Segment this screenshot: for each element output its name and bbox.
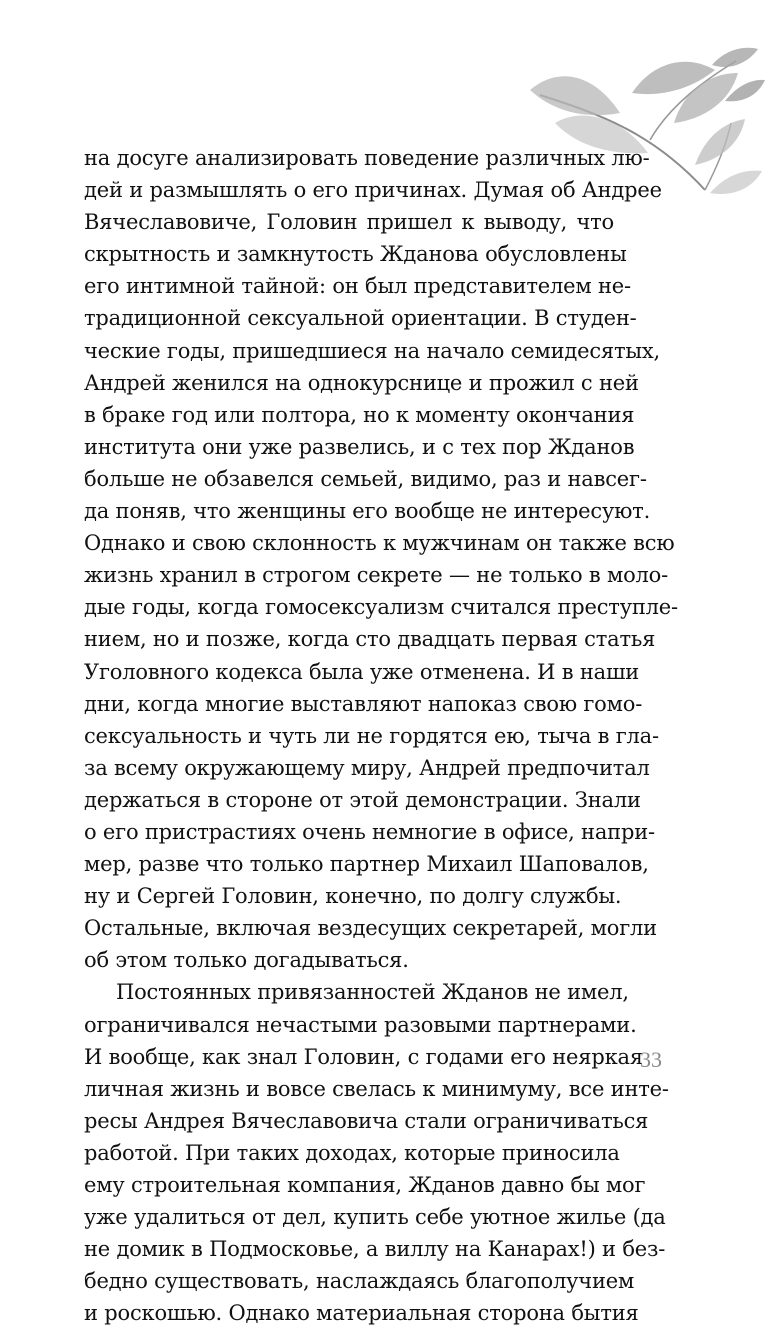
text-line: института они уже развелись, и с тех пор Жданов bbox=[84, 434, 635, 459]
text-line: жизнь хранил в строгом секрете — не только в моло- bbox=[84, 563, 669, 588]
text-line: ну и Сергей Головин, конечно, по долгу службы. bbox=[84, 884, 622, 909]
text-line: мер, разве что только партнер Михаил Шаповалов, bbox=[84, 852, 649, 877]
text-line: за всему окружающему миру, Андрей предпочитал bbox=[84, 755, 650, 780]
text-line: скрытность и замкнутость Жданова обусловлены bbox=[84, 242, 627, 267]
text-line: дни, когда многие выставляют напоказ свою гомо- bbox=[84, 691, 643, 716]
text-line: об этом только догадываться. bbox=[84, 948, 409, 973]
text-line: традиционной сексуальной ориентации. В студен- bbox=[84, 306, 637, 331]
text-line: Вячеславовиче, Головин пришел к выводу, что bbox=[84, 210, 614, 235]
text-line: ограничивался нечастыми разовыми партнерами. bbox=[84, 1012, 637, 1037]
text-line: работой. При таких доходах, которые приносила bbox=[84, 1140, 620, 1165]
text-line: больше не обзавелся семьей, видимо, раз и навсег- bbox=[84, 466, 647, 491]
text-line: не домик в Подмосковье, а виллу на Канарах!) и без- bbox=[84, 1237, 666, 1262]
text-line: да поняв, что женщины его вообще не интересуют. bbox=[84, 499, 651, 524]
text-line: личная жизнь и вовсе свелась к минимуму, все инте- bbox=[84, 1076, 669, 1101]
text-line: Остальные, включая вездесущих секретарей, могли bbox=[84, 916, 657, 941]
text-line: ресы Андрея Вячеславовича стали ограничиваться bbox=[84, 1108, 649, 1133]
text-line: сексуальность и чуть ли не гордятся ею, тыча в гла- bbox=[84, 723, 659, 748]
text-line: нием, но и позже, когда сто двадцать первая статья bbox=[84, 627, 656, 652]
page-number: 33 bbox=[640, 1047, 662, 1072]
text-line: Однако и свою склонность к мужчинам он также всю bbox=[84, 531, 675, 556]
text-line: в браке год или полтора, но к моменту окончания bbox=[84, 402, 635, 427]
text-line: Уголовного кодекса была уже отменена. И в наши bbox=[84, 659, 640, 684]
text-line: и роскошью. Однако материальная сторона бытия bbox=[84, 1301, 639, 1326]
paragraph-1 bbox=[84, 142, 678, 976]
text-line: дей и размышлять о его причинах. Думая об Андрее bbox=[84, 178, 662, 203]
text-line: Андрей женился на однокурснице и прожил с ней bbox=[84, 370, 639, 395]
text-line: на досуге анализировать поведение различных лю- bbox=[84, 146, 650, 170]
text-line: бедно существовать, наслаждаясь благополучием bbox=[84, 1269, 635, 1294]
text-line: ему строительная компания, Жданов давно бы мог bbox=[84, 1173, 646, 1197]
text-line: Постоянных привязанностей Жданов не имел, bbox=[116, 980, 629, 1005]
text-line: ческие годы, пришедшиеся на начало семидесятых, bbox=[84, 338, 660, 363]
text-line: держаться в стороне от этой демонстрации. Знали bbox=[84, 787, 641, 812]
text-line: его интимной тайной: он был представителем не- bbox=[84, 274, 631, 299]
text-line: дые годы, когда гомосексуализм считался преступле- bbox=[84, 595, 678, 620]
text-line: И вообще, как знал Головин, с годами его неяркая bbox=[84, 1044, 643, 1069]
text-line: о его пристрастиях очень немногие в офисе, напри- bbox=[84, 819, 655, 844]
text-line: уже удалиться от дел, купить себе уютное жилье (да bbox=[84, 1205, 666, 1230]
